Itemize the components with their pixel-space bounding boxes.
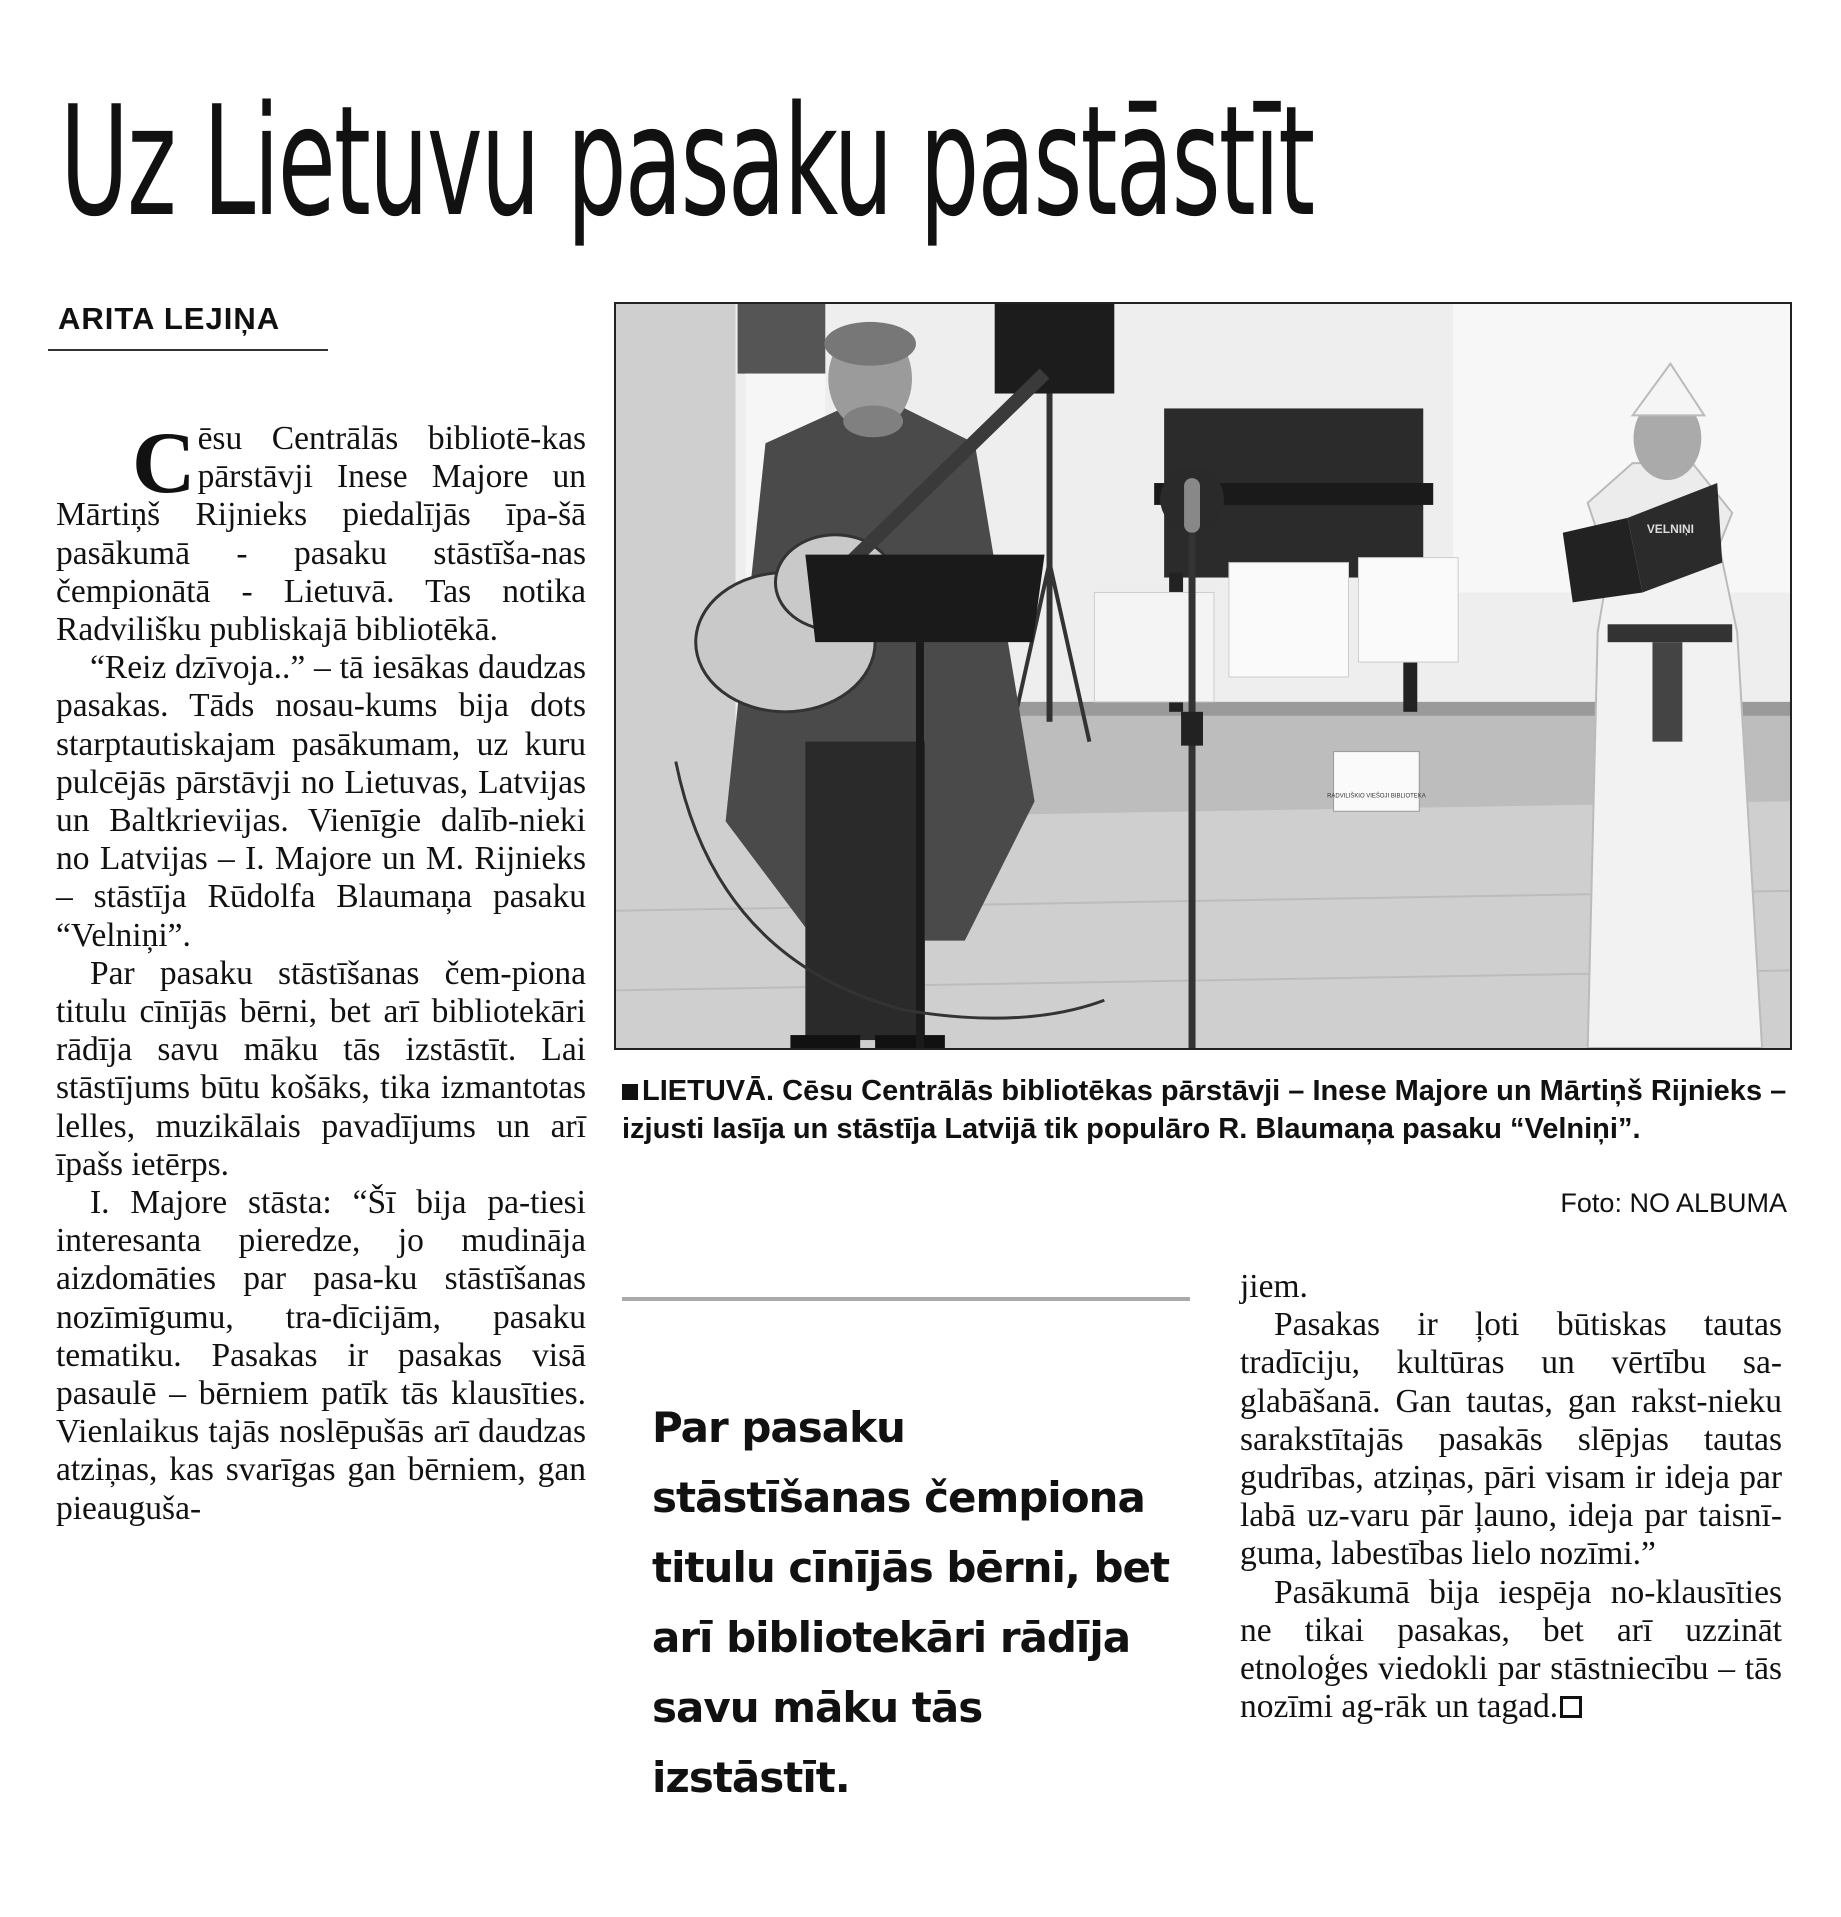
headline: Uz Lietuvu pasaku pastāstīt: [60, 73, 1314, 250]
photo-credit: Foto: NO ALBUMA: [1560, 1188, 1787, 1218]
library-sign: [1334, 752, 1420, 812]
svg-text:VELNIŅI: VELNIŅI: [1646, 521, 1694, 536]
divider: [622, 1297, 1190, 1301]
paragraph: Pasakas ir ļoti būtiskas tautas tradīciju, kultūras un vērtību sa-glabāšanā. Gan tautas, gan rakst-nieku sarakstītajās pasakās slēpjas tautas gudrības, atziņas, pāri visam ir ideja par labā uz-varu pār ļauno, ideja par taisnī-guma, labestības lielo nozīmi.”: [1240, 1306, 1782, 1573]
left-column: [56, 415, 586, 1528]
right-column: [1240, 1268, 1782, 1726]
author-byline: ARITA LEJIŅA: [48, 295, 328, 351]
paragraph: Par pasaku stāstīšanas čem-piona titulu cīnījās bērni, bet arī bibliotekāri rādīja savu māku tās izstāstīt. Lai stāstījums būtu košāks, tika izmantotas lelles, muzikālais pavadījums un arī īpašs ietērps.: [56, 954, 586, 1183]
paragraph: jiem.: [1240, 1268, 1308, 1305]
paragraph: [1240, 1574, 1782, 1727]
svg-text:RADVILIŠKIO VIEŠOJI BIBLIOTEKA: RADVILIŠKIO VIEŠOJI BIBLIOTEKA: [1327, 793, 1426, 800]
paragraph: I. Majore stāsta: “Šī bija pa-tiesi interesanta pieredze, jo mudināja aizdomāties par pasa-ku stāstīšanas nozīmīgumu, tra-dīcijām, pasaku tematiku. Pasakas ir pasakas visā pasaulē – bērniem patīk tās klausīties. Vienlaikus tajās noslēpušās arī daudzas atziņas, kas svarīgas gan bērniem, gan pieauguša-: [56, 1184, 586, 1527]
caption-square-icon: [622, 1084, 638, 1100]
end-mark-icon: [1560, 1696, 1582, 1718]
paragraph-text: Pasākumā bija iespēja no-klausīties ne tikai pasakas, bet arī uzzināt etnoloģes viedokli par stāstniecību – tās nozīmi ag-rāk un tagad.: [1240, 1573, 1782, 1726]
photo-illustration: [616, 304, 1790, 1048]
pull-quote: Par pasaku stāstīšanas čempiona titulu cīnījās bērni, bet arī bibliotekāri rādīja savu māku tās izstāstīt.: [652, 1403, 1170, 1802]
article-photo: [614, 302, 1792, 1050]
photo-caption: [622, 1072, 1794, 1148]
paragraph: “Reiz dzīvoja..” – tā iesākas daudzas pasakas. Tāds nosau-kums bija dots starptautiskajam pasākumam, uz kuru pulcējās pārstāvji no Lietuvas, Latvijas un Baltkrievijas. Vienīgie dalīb-nieki no Latvijas – I. Majore un M. Rijnieks – stāstīja Rūdolfa Blaumaņa pasaku “Velniņi”.: [56, 649, 586, 954]
paragraph: ēsu Centrālās bibliotē-kas pārstāvji Inese Majore un Mārtiņš Rijnieks piedalījās īpa-šā pasākumā - pasaku stāstīša-nas čempionātā - Lietuvā. Tas notika Radvilišku publiskajā bibliotēkā.: [56, 420, 586, 649]
drop-cap: C: [132, 415, 196, 512]
caption-text: LIETUVĀ. Cēsu Centrālās bibliotēkas pārstāvji – Inese Majore un Mārtiņš Rijnieks – izjusti lasīja un stāstīja Latvijā tik populāro R. Blaumaņa pasaku “Velniņi”.: [622, 1075, 1787, 1145]
